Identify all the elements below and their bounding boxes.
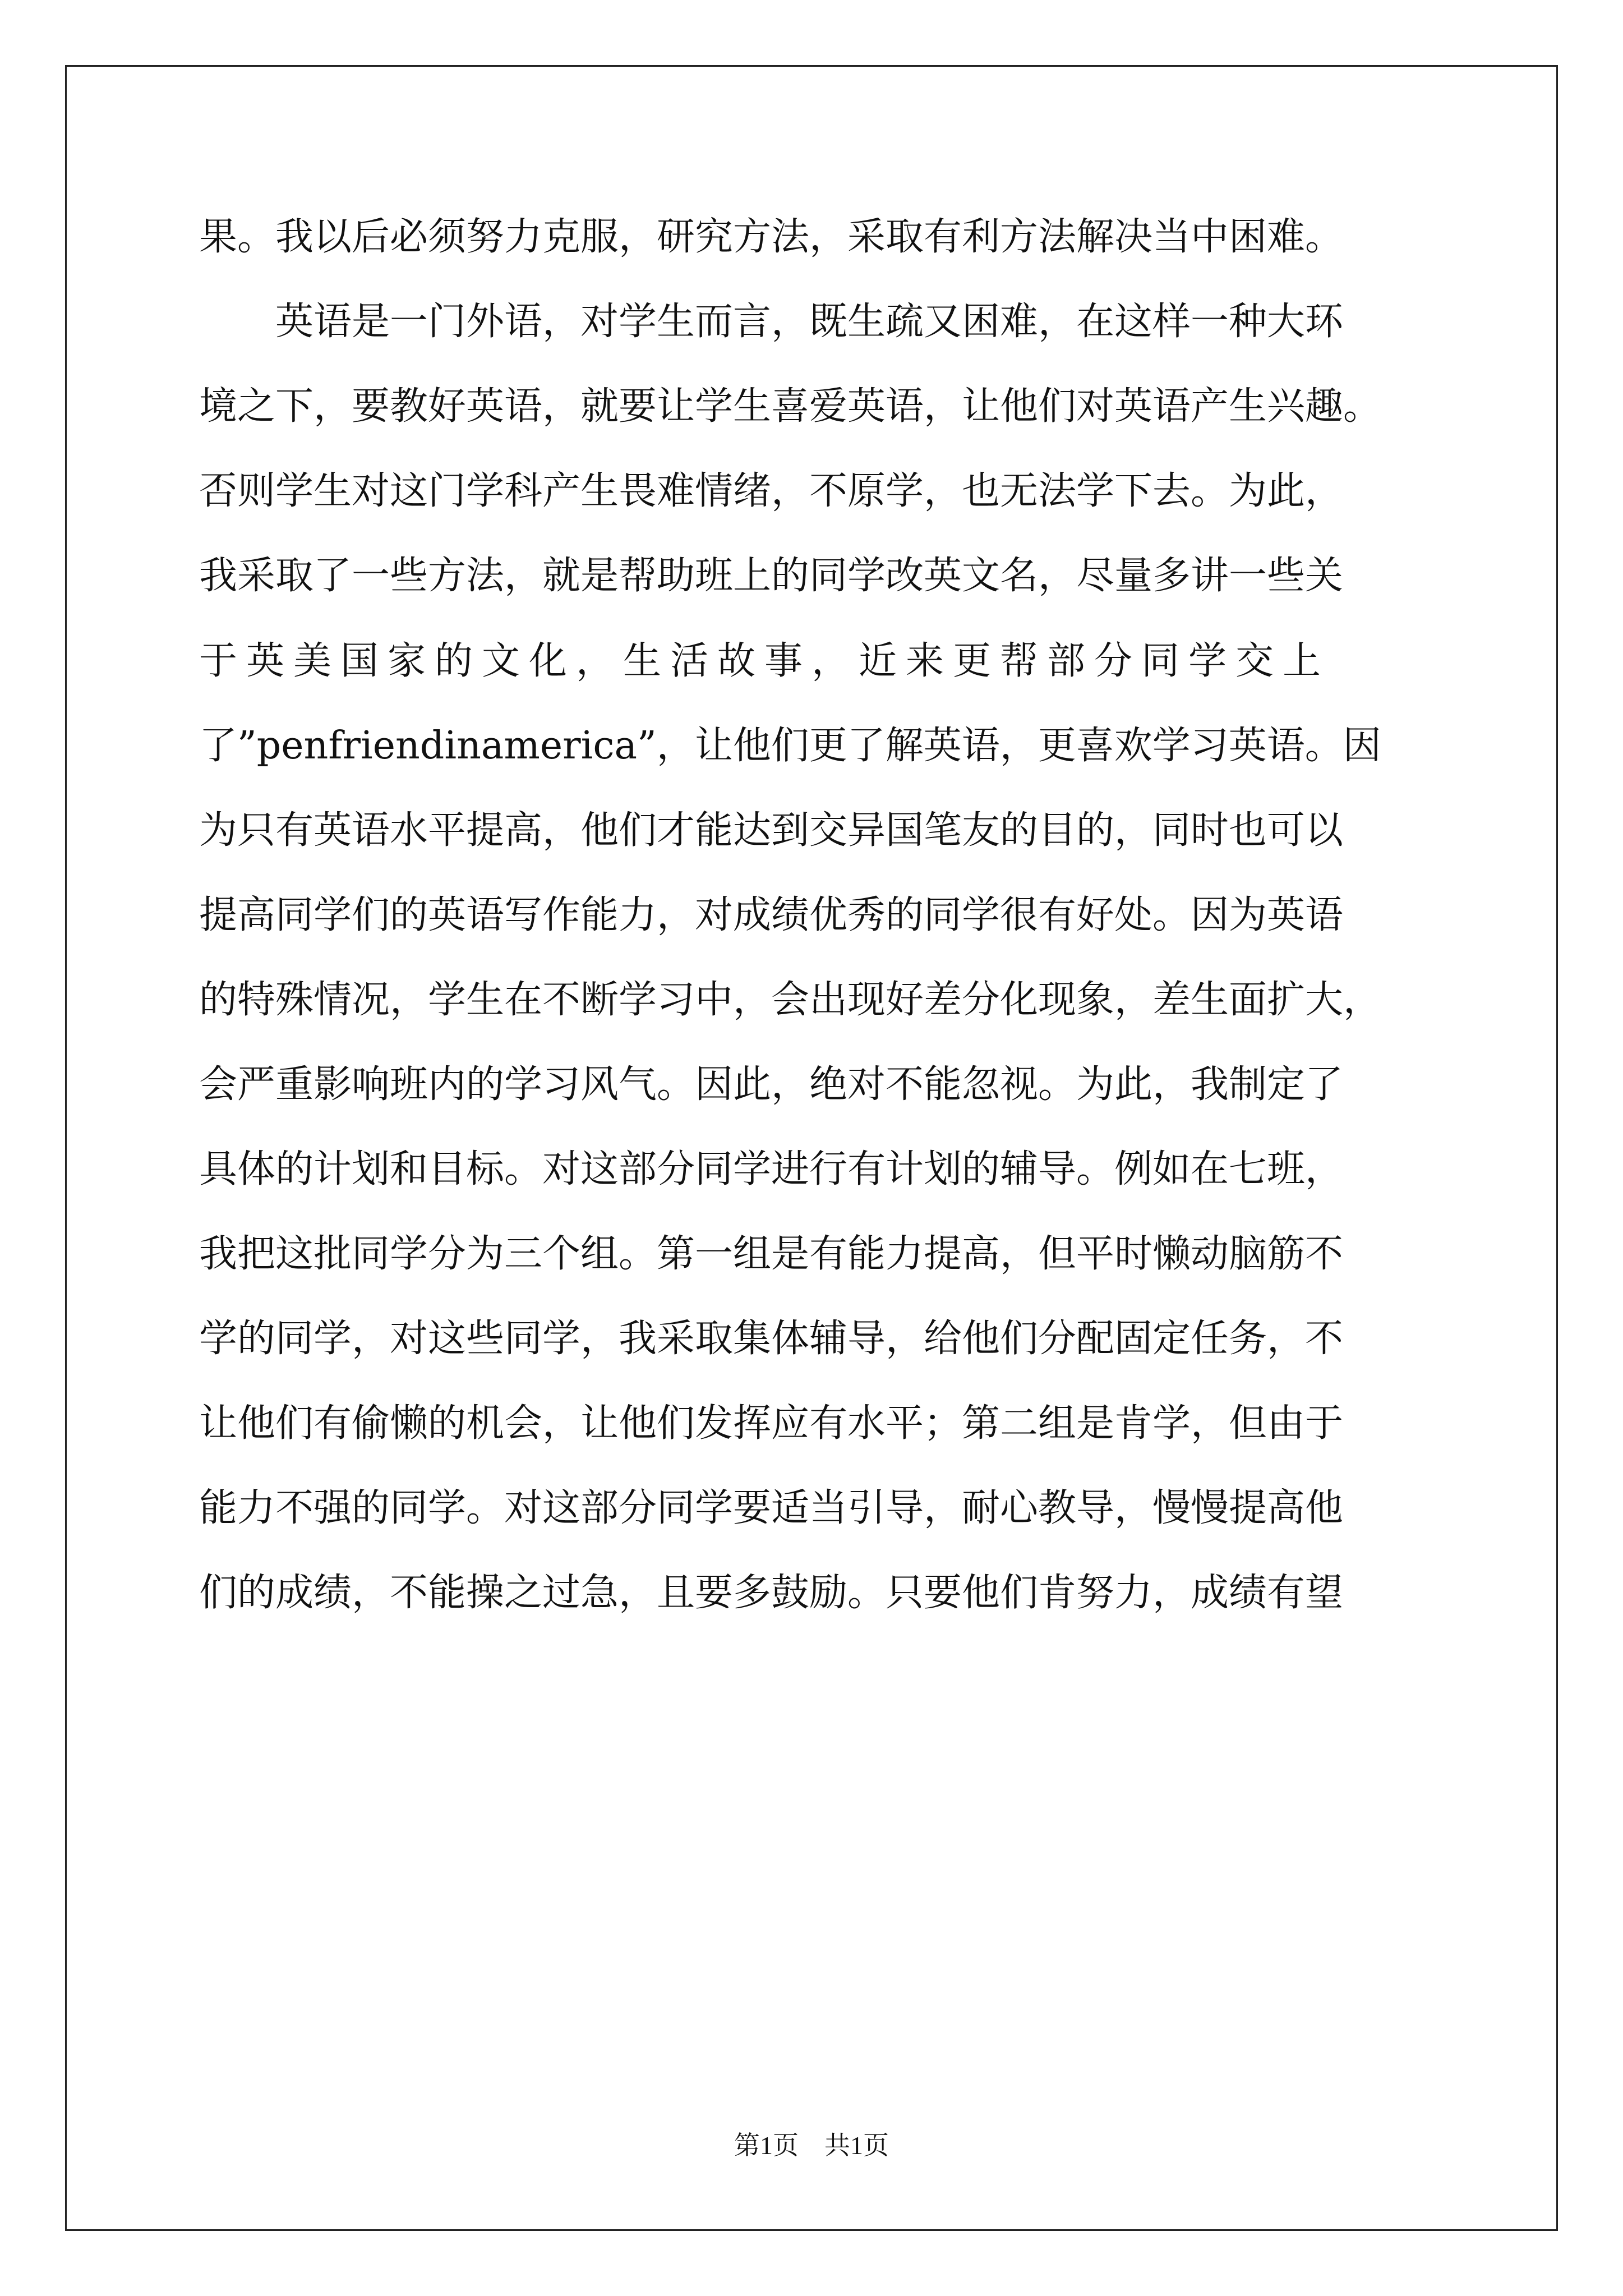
- text-line: 让他们有偷懒的机会，让他们发挥应有水平；第二组是肯学，但由于: [199, 1401, 1344, 1446]
- text-line: 们的成绩，不能操之过急，且要多鼓励。只要他们肯努力，成绩有望: [199, 1571, 1344, 1615]
- text-line: 具体的计划和目标。对这部分同学进行有计划的辅导。例如在七班，: [199, 1147, 1344, 1191]
- text-line: 否则学生对这门学科产生畏难情绪，不原学，也无法学下去。为此，: [199, 469, 1344, 513]
- text-line: 果。我以后必须努力克服，研究方法，采取有利方法解决当中困难。: [199, 215, 1344, 259]
- page-number-footer: 第1页 共1页: [734, 2131, 889, 2160]
- text-line: 我采取了一些方法，就是帮助班上的同学改英文名，尽量多讲一些关: [199, 554, 1344, 598]
- text-line: 英语是一门外语，对学生而言，既生疏又困难，在这样一种大环: [275, 300, 1344, 344]
- text-line: 境之下，要教好英语，就要让学生喜爱英语，让他们对英语产生兴趣。: [199, 384, 1382, 429]
- text-line: 提高同学们的英语写作能力，对成绩优秀的同学很有好处。因为英语: [199, 893, 1344, 937]
- text-line: 于英美国家的文化，生活故事，近来更帮部分同学交上: [199, 639, 1330, 683]
- text-line: 了”penfriendinamerica”，让他们更了解英语，更喜欢学习英语。因: [199, 724, 1381, 768]
- text-line: 能力不强的同学。对这部分同学要适当引导，耐心教导，慢慢提高他: [199, 1486, 1344, 1530]
- text-line: 为只有英语水平提高，他们才能达到交异国笔友的目的，同时也可以: [199, 808, 1344, 853]
- text-line: 我把这批同学分为三个组。第一组是有能力提高，但平时懒动脑筋不: [199, 1232, 1344, 1276]
- text-line: 会严重影响班内的学习风气。因此，绝对不能忽视。为此，我制定了: [199, 1062, 1344, 1107]
- text-line: 的特殊情况，学生在不断学习中，会出现好差分化现象，差生面扩大，: [199, 978, 1382, 1022]
- text-line: 学的同学，对这些同学，我采取集体辅导，给他们分配固定任务，不: [199, 1317, 1344, 1361]
